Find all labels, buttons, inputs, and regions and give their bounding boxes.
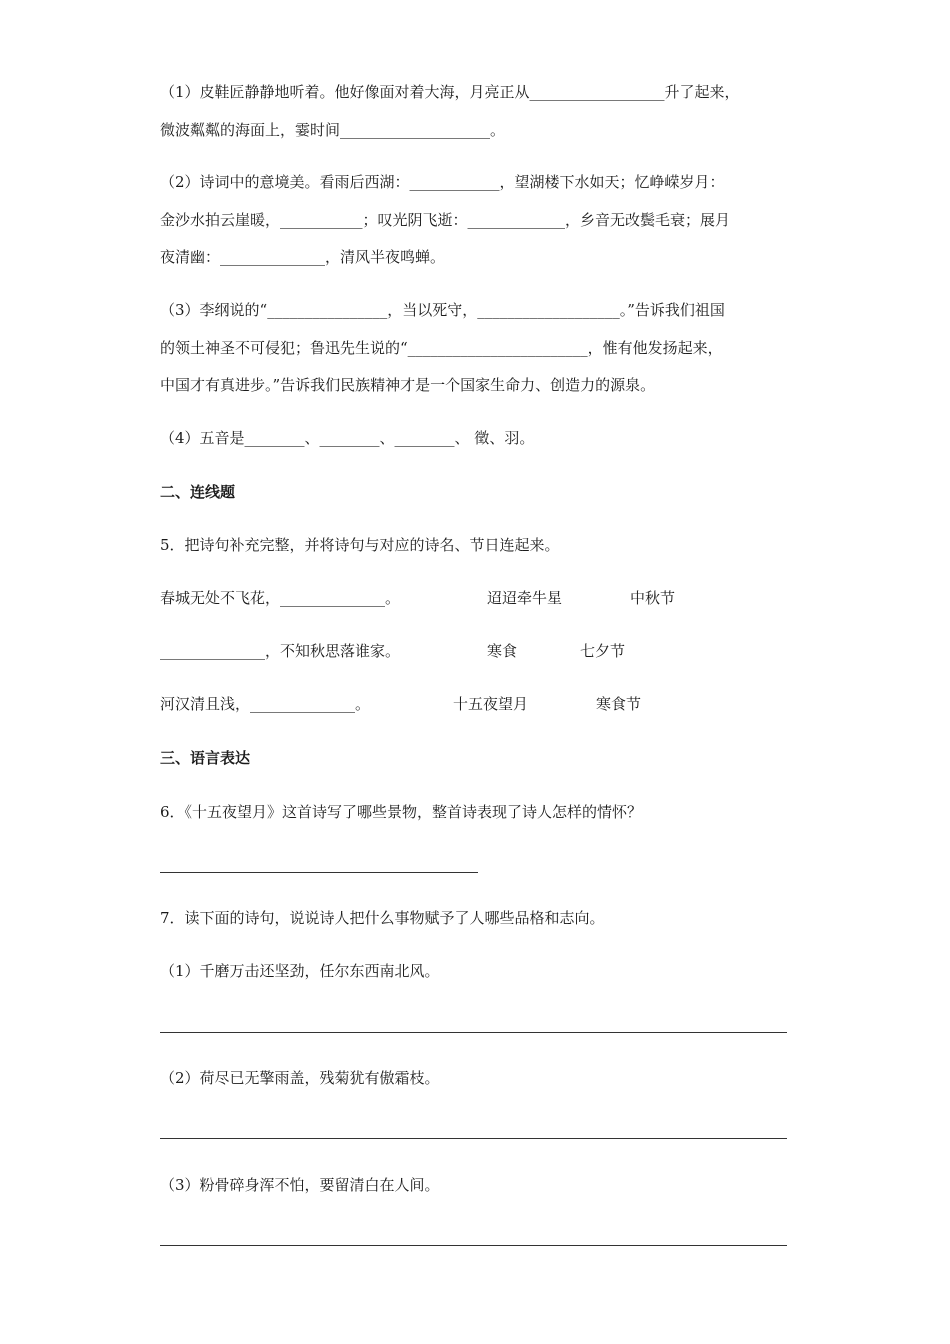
section2-title: 二、连线题 [160, 483, 236, 501]
match-festival-2: 七夕节 [580, 642, 626, 660]
q4-part4: （4）五音是________、________、________、 徵、羽。 [160, 429, 535, 447]
q5-prompt: 5．把诗句补充完整，并将诗句与对应的诗名、节日连起来。 [160, 536, 560, 554]
match-festival-3: 寒食节 [596, 695, 642, 713]
match-poem-3: 十五夜望月 [453, 695, 529, 713]
match-verse-3: 河汉清且浅，______________。 [160, 695, 371, 713]
q7-prompt: 7．读下面的诗句，说说诗人把什么事物赋予了人哪些品格和志向。 [160, 909, 605, 927]
q7-part3-answer-line[interactable] [160, 1245, 787, 1246]
q4-part2-line2: 金沙水拍云崖暖，___________；叹光阴飞逝：_____________，乡音无改鬓毛衰；展月 [160, 211, 731, 229]
q6-prompt: 6．《十五夜望月》这首诗写了哪些景物，整首诗表现了诗人怎样的情怀？ [160, 803, 643, 821]
q7-part2-answer-line[interactable] [160, 1138, 787, 1139]
q4-part3-line3: 中国才有真进步。”告诉我们民族精神才是一个国家生命力、创造力的源泉。 [160, 376, 656, 394]
q7-part2: （2）荷尽已无擎雨盖，残菊犹有傲霜枝。 [160, 1069, 440, 1087]
q4-part2-line3: 夜清幽：______________，清风半夜鸣蝉。 [160, 248, 446, 266]
match-poem-1: 迢迢牵牛星 [487, 589, 563, 607]
q7-part1: （1）千磨万击还坚劲，任尔东西南北风。 [160, 962, 440, 980]
q4-part3-line2: 的领土神圣不可侵犯；鲁迅先生说的“________________________，惟有他发扬起来， [160, 339, 723, 357]
q6-answer-line[interactable] [160, 872, 478, 873]
match-verse-2: ______________，不知秋思落谁家。 [160, 642, 401, 660]
match-festival-1: 中秋节 [630, 589, 676, 607]
q7-part3: （3）粉骨碎身浑不怕，要留清白在人间。 [160, 1176, 440, 1194]
section3-title: 三、语言表达 [160, 749, 251, 767]
match-poem-2: 寒食 [487, 642, 518, 660]
q4-part1-line1: （1）皮鞋匠静静地听着。他好像面对着大海，月亮正从__________________升了起来， [160, 83, 740, 101]
q4-part1-line2: 微波粼粼的海面上，霎时间____________________。 [160, 121, 506, 139]
q4-part2-line1: （2）诗词中的意境美。看雨后西湖：____________，望湖楼下水如天；忆峥嵘岁月： [160, 173, 725, 191]
q7-part1-answer-line[interactable] [160, 1032, 787, 1033]
q4-part3-line1: （3）李纲说的“________________，当以死守，___________________。”告诉我们祖国 [160, 301, 725, 319]
match-verse-1: 春城无处不飞花，______________。 [160, 589, 401, 607]
